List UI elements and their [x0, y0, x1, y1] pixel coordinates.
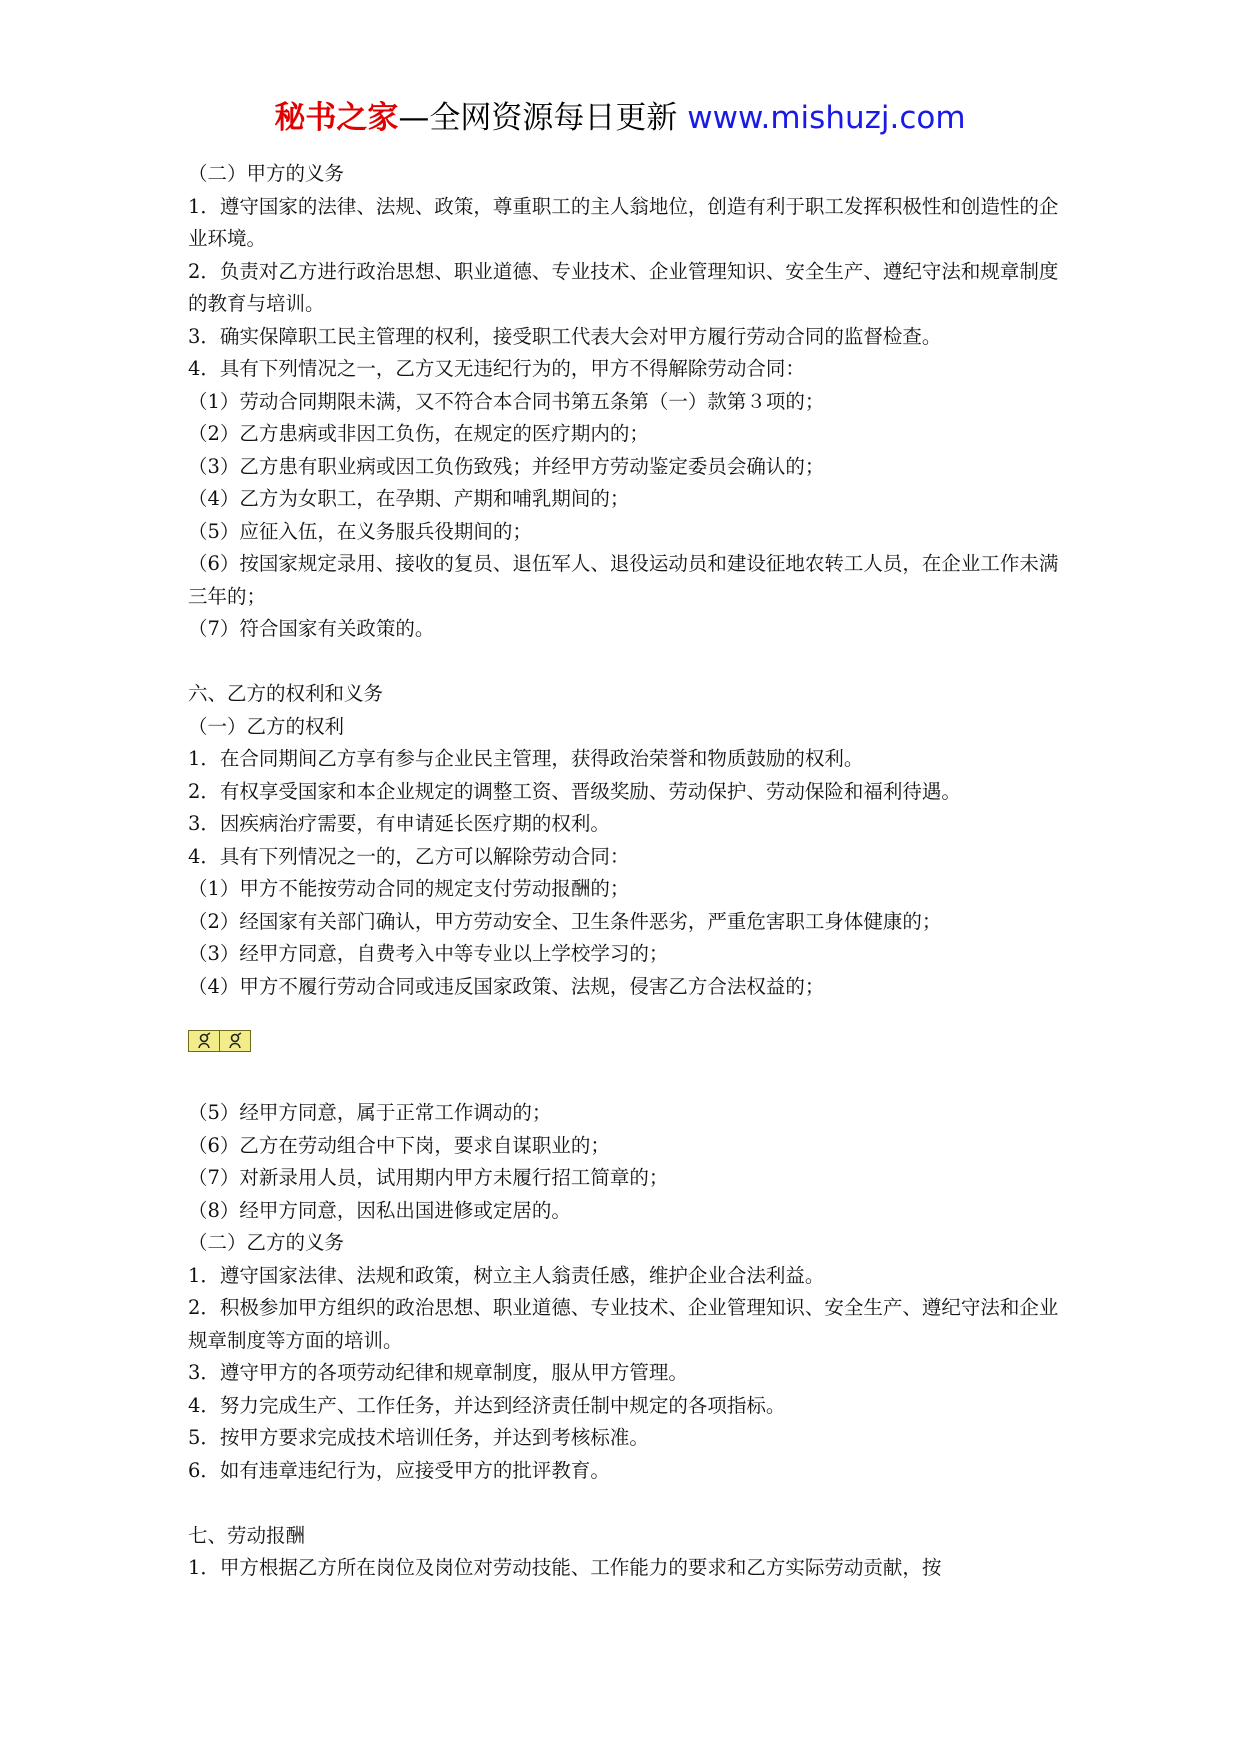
figure-icon[interactable] — [220, 1031, 250, 1051]
paragraph: 4．具有下列情况之一，乙方又无违纪行为的，甲方不得解除劳动合同： — [188, 357, 805, 380]
paragraph: 2．积极参加甲方组织的政治思想、职业道德、专业技术、企业管理知识、安全生产、遵纪守法和企业规章制度等方面的培训。 — [188, 1296, 1059, 1352]
section-heading: 七、劳动报酬 — [188, 1523, 306, 1547]
list-item: （4）乙方为女职工，在孕期、产期和哺乳期间的； — [188, 487, 630, 510]
site-brand: 秘书之家 — [274, 100, 399, 136]
list-item: （6）按国家规定录用、接收的复员、退伍军人、退役运动员和建设征地农转工人员，在企业工作未满三年的； — [188, 552, 1059, 608]
paragraph: 1．遵守国家的法律、法规、政策，尊重职工的主人翁地位，创造有利于职工发挥积极性和创造性的企业环境。 — [188, 194, 1059, 250]
paragraph: 1．遵守国家法律、法规和政策，树立主人翁责任感，维护企业合法利益。 — [188, 1263, 825, 1287]
list-item: （1）劳动合同期限未满，又不符合本合同书第五条第（一）款第３项的； — [188, 389, 825, 413]
paragraph: 4．努力完成生产、工作任务，并达到经济责任制中规定的各项指标。 — [188, 1393, 786, 1417]
subsection-heading: （二）乙方的义务 — [188, 1231, 345, 1254]
site-url-link[interactable]: www.mishuzj.com — [687, 100, 966, 136]
embedded-object-toolbar[interactable] — [188, 1030, 251, 1052]
site-tagline: —全网资源每日更新 — [398, 100, 678, 136]
list-item: （6）乙方在劳动组合中下岗，要求自谋职业的； — [188, 1133, 610, 1157]
list-item: （7）对新录用人员，试用期内甲方未履行招工简章的； — [188, 1166, 669, 1189]
paragraph: 3．因疾病治疗需要，有申请延长医疗期的权利。 — [188, 812, 610, 835]
list-item: （5）经甲方同意，属于正常工作调动的； — [188, 1101, 552, 1124]
list-item: （2）乙方患病或非因工负伤，在规定的医疗期内的； — [188, 422, 649, 445]
document-body-part-1 — [188, 158, 1063, 1003]
section-heading: （二）甲方的义务 — [188, 162, 345, 185]
list-item: （3）乙方患有职业病或因工负伤致残；并经甲方劳动鉴定委员会确认的； — [188, 454, 825, 478]
list-item: （5）应征入伍，在义务服兵役期间的； — [188, 519, 532, 543]
figure-icon[interactable] — [189, 1031, 220, 1051]
list-item: （1）甲方不能按劳动合同的规定支付劳动报酬的； — [188, 877, 630, 900]
paragraph: 2．负责对乙方进行政治思想、职业道德、专业技术、企业管理知识、安全生产、遵纪守法和规章制度的教育与培训。 — [188, 259, 1059, 315]
site-header — [0, 98, 1240, 138]
subsection-heading: （一）乙方的权利 — [188, 714, 345, 738]
paragraph: 3．确实保障职工民主管理的权利，接受职工代表大会对甲方履行劳动合同的监督检查。 — [188, 324, 942, 348]
list-item: （4）甲方不履行劳动合同或违反国家政策、法规，侵害乙方合法权益的； — [188, 974, 825, 998]
list-item: （2）经国家有关部门确认，甲方劳动安全、卫生条件恶劣，严重危害职工身体健康的； — [188, 909, 942, 933]
paragraph: 6．如有违章违纪行为，应接受甲方的批评教育。 — [188, 1458, 610, 1482]
paragraph: 3．遵守甲方的各项劳动纪律和规章制度，服从甲方管理。 — [188, 1361, 688, 1384]
section-heading: 六、乙方的权利和义务 — [188, 682, 384, 705]
paragraph: 2．有权享受国家和本企业规定的调整工资、晋级奖励、劳动保护、劳动保险和福利待遇。 — [188, 779, 961, 803]
blank-line — [188, 646, 1063, 679]
blank-line — [188, 1487, 1063, 1520]
list-item: （8）经甲方同意，因私出国进修或定居的。 — [188, 1198, 571, 1222]
paragraph: 5．按甲方要求完成技术培训任务，并达到考核标准。 — [188, 1426, 649, 1449]
list-item: （7）符合国家有关政策的。 — [188, 617, 435, 640]
document-body-part-2 — [188, 1097, 1063, 1585]
list-item: （3）经甲方同意，自费考入中等专业以上学校学习的； — [188, 942, 669, 965]
paragraph: 1．甲方根据乙方所在岗位及岗位对劳动技能、工作能力的要求和乙方实际劳动贡献，按 — [188, 1556, 942, 1579]
paragraph: 4．具有下列情况之一的，乙方可以解除劳动合同： — [188, 844, 630, 868]
paragraph: 1．在合同期间乙方享有参与企业民主管理，获得政治荣誉和物质鼓励的权利。 — [188, 747, 864, 770]
